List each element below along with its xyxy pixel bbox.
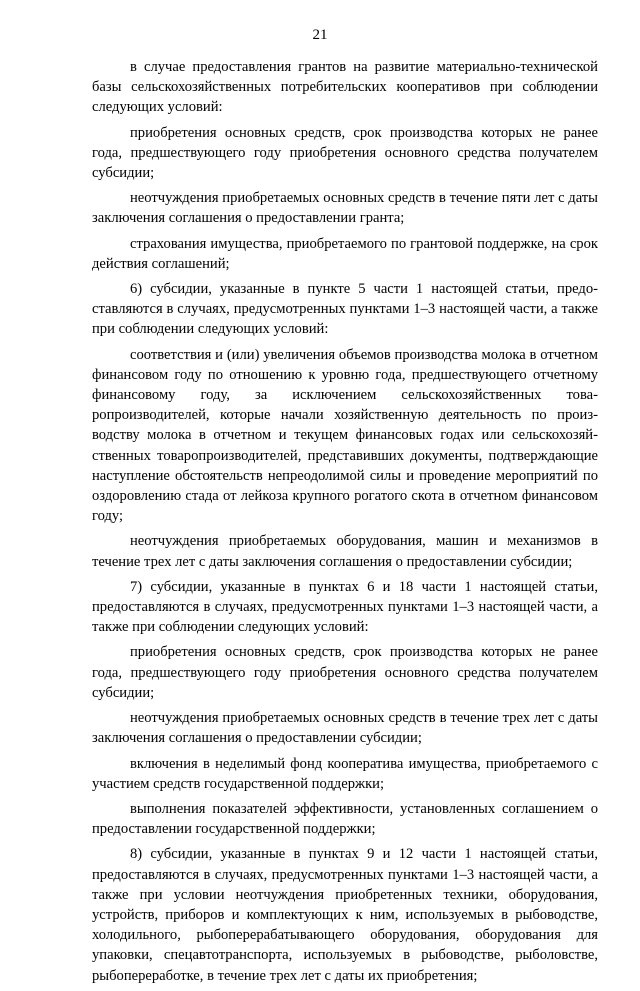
paragraph-non-alienation-equipment: неотчуждения приобретаемых оборудования, машин и механизмов в течение трех лет с даты заключения соглашения о предоставлении субсидии; [92,533,598,570]
paragraph-efficiency-indicators: выполнения показателей эффективности, установленных соглашением о предоставлении государственной поддержки; [92,800,598,838]
paragraph-non-alienation-five-years: неотчуждения приобретаемых основных средств в течение пяти лет с даты заключения соглашения о предоставлении гранта; [92,190,598,227]
paragraph-property-insurance: страхования имущества, приобретаемого по грантовой поддержке, на срок действия соглашений; [92,235,598,272]
paragraph-grants-conditions: в случае предоставления грантов на развитие материально-технической базы сельскохозяйственных потребительских кооперативов при соблюдении следующих условий: [92,59,598,116]
paragraph-indivisible-fund: включения в неделимый фонд кооператива имущества, приобретаемого с участием средств государственной поддержки; [92,755,598,792]
document-body [92,57,598,991]
paragraph-non-alienation-three-years: неотчуждения приобретаемых основных средств в течение трех лет с даты заключения соглашения о предоставлении субсидии; [92,710,598,747]
paragraph-item-6: 6) субсидии, указанные в пункте 5 части 1 настоящей статьи, предоставляются в случаях, предусмотренных пунктами 1–3 настоящей части, а также при соблюдении следующих условий: [92,281,598,338]
paragraph-item-8: 8) субсидии, указанные в пунктах 9 и 12 части 1 настоящей статьи, предоставляются в случаях, предусмотренных пунктами 1–3 настоящей части, а также при условии неотчуждения приобретенных техники, оборудования, устройств, приборов и комплектующих к ним, используемых в рыбоводстве, холодильного, рыбоперерабатывающего оборудования, оборудования для упаковки, спецавтотранспорта, используемых в рыбоводстве, рыболовстве, рыбопереработке, в течение трех лет с даты их приобретения; [92,846,598,984]
page-number: 21 [312,27,328,43]
paragraph-milk-production: соответствия и (или) увеличения объемов производства молока в отчетном финансовом году по отношению к уровню года, предшествующего отчетному финансовому году, за исключением сельскохозяйственных товаропроизводителей, которые начали хозяйственную деятельность по производству молока в отчетном и текущем финансовых годах или сельскохозяйственных товаропроизводителей, представивших документы, подтверждающие наступление обстоятельств непреодолимой силы и проведение мероприятий по оздоровлению стада от лейкоза крупного рогатого скота в отчетном финансовом году; [92,346,598,525]
paragraph-fixed-assets-production-2: приобретения основных средств, срок производства которых не ранее года, предшествующего году приобретения основного средства получателем субсидии; [92,644,598,701]
paragraph-item-7: 7) субсидии, указанные в пунктах 6 и 18 части 1 настоящей статьи, предоставляются в случаях, предусмотренных пунктами 1–3 настоящей части, а также при соблюдении следующих условий: [92,578,598,636]
paragraph-fixed-assets-production: приобретения основных средств, срок производства которых не ранее года, предшествующего году приобретения основного средства получателем субсидии; [92,124,598,182]
